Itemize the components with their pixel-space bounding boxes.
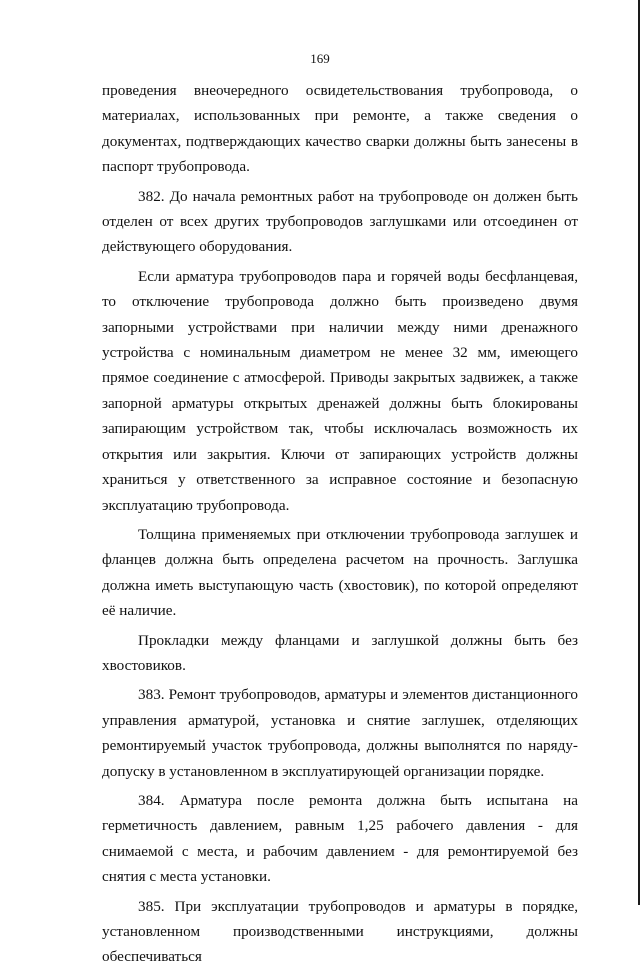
paragraph-valves: Если арматура трубопроводов пара и горячей воды бесфланцевая, то отключение трубопровода должно быть произведено двумя запорными устройствами при наличии между ними дренажного устройства с номинальным диаметром не менее 32 мм, имеющего прямое соединение с атмосферой. Приводы закрытых задвижек, а также запорной арматуры открытых дренажей должны быть блокированы запирающим устройством так, чтобы исключалась возможность их открытия или закрытия. Ключи от запирающих устройств должны храниться у ответственного за исправное состояние и безопасную эксплуатацию трубопровода. [102, 267, 578, 514]
paragraph-continuation: проведения внеочередного освидетельствования трубопровода, о материалах, использованных при ремонте, а также сведения о документах, подтверждающих качество сварки должны быть занесены в паспорт трубопровода. [102, 82, 578, 176]
document-body [102, 78, 578, 970]
paragraph-blanks-thickness: Толщина применяемых при отключении трубопровода заглушек и фланцев должна быть определена расчетом на прочность. Заглушка должна иметь выступающую часть (хвостовик), по которой определяют её наличие. [102, 525, 578, 620]
paragraph-383: 383. Ремонт трубопроводов, арматуры и элементов дистанционного управления арматурой, установка и снятие заглушек, отделяющих ремонтируемый участок трубопровода, должны выполнятся по наряду-допуску в установленном в эксплуатирующей организации порядке. [102, 686, 578, 780]
paragraph-gaskets: Прокладки между фланцами и заглушкой должны быть без хвостовиков. [102, 631, 578, 674]
paragraph-385: 385. При эксплуатации трубопроводов и арматуры в порядке, установленном производственными инструкциями, должны обеспечиваться [102, 897, 578, 966]
paragraph-384: 384. Арматура после ремонта должна быть испытана на герметичность давлением, равным 1,25 рабочего давления - для снимаемой с места, и рабочим давлением - для ремонтируемой без снятия с места установки. [102, 791, 578, 886]
page-number: 169 [310, 51, 330, 66]
paragraph-382: 382. До начала ремонтных работ на трубопроводе он должен быть отделен от всех других трубопроводов заглушками или отсоединен от действующего оборудования. [102, 187, 578, 256]
